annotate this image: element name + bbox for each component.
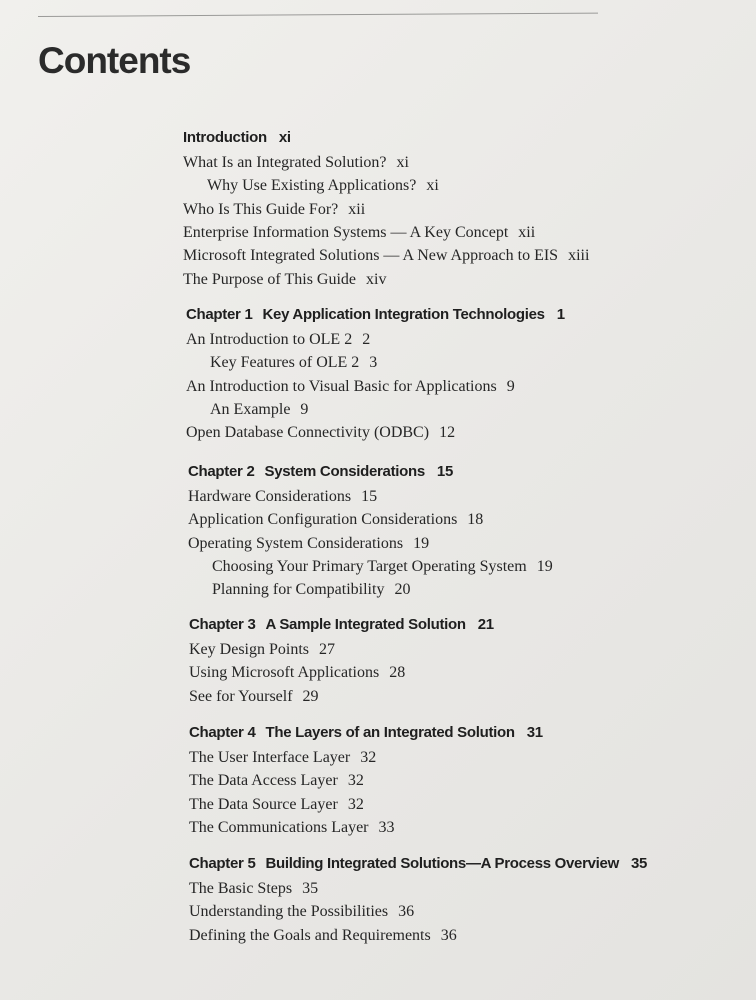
chapter-number: Chapter 5 [189, 855, 256, 872]
page-number: 29 [302, 687, 319, 705]
entry-title: Open Database Connectivity (ODBC) [186, 424, 430, 442]
toc-entry [188, 534, 429, 554]
page-number: 32 [360, 749, 377, 766]
chapter-title: Key Application Integration Technologies [262, 306, 545, 323]
page-number: xi [426, 177, 439, 195]
toc-entry [210, 353, 377, 373]
entry-title: Understanding the Possibilities [189, 903, 389, 921]
entry-title: Who Is This Guide For? [183, 200, 339, 218]
entry-title: An Introduction to Visual Basic for Applications [186, 377, 497, 395]
toc-entry [186, 330, 370, 350]
page-number: 32 [347, 795, 364, 813]
page-number: 2 [362, 331, 371, 348]
entry-title: Microsoft Integrated Solutions — A New Approach to EIS [183, 247, 559, 265]
toc-entry [189, 687, 319, 707]
page-number: 36 [440, 926, 457, 944]
page-number: 9 [506, 377, 515, 395]
page-number: 15 [436, 463, 454, 480]
page-number: 12 [439, 424, 456, 442]
toc-entry [189, 926, 457, 946]
toc-entry [207, 176, 439, 196]
toc-heading-chapter-4 [189, 723, 543, 743]
entry-title: Choosing Your Primary Target Operating System [212, 557, 527, 575]
toc-entry [212, 580, 410, 600]
entry-title: Defining the Goals and Requirements [189, 926, 431, 944]
toc-entry [189, 879, 318, 899]
page-number: 9 [300, 400, 309, 418]
toc-entry [188, 510, 483, 530]
toc-heading-chapter-2 [188, 462, 453, 482]
entry-title: Enterprise Information Systems — A Key Concept [183, 223, 509, 241]
chapter-number: Chapter 1 [186, 306, 253, 323]
chapter-number: Chapter 2 [188, 463, 255, 480]
entry-title: Key Design Points [189, 641, 309, 658]
chapter-title: A Sample Integrated Solution [265, 616, 466, 633]
chapter-title: Introduction [183, 129, 267, 146]
page-number: xiii [568, 247, 590, 265]
toc-heading-chapter-3 [189, 615, 494, 635]
entry-title: See for Yourself [189, 687, 293, 705]
page-number: 35 [630, 855, 648, 872]
chapter-title: The Layers of an Integrated Solution [265, 724, 515, 741]
page-number: 28 [389, 664, 406, 682]
page-number: xi [278, 129, 291, 146]
toc-heading-chapter-1 [186, 305, 565, 325]
toc-entry [183, 270, 386, 290]
page-number: 19 [413, 534, 430, 552]
chapter-number: Chapter 4 [189, 724, 256, 741]
page-number: 1 [556, 306, 565, 323]
entry-title: Using Microsoft Applications [189, 664, 380, 682]
entry-title: An Example [210, 400, 291, 418]
toc-entry [183, 153, 409, 173]
page-number: 32 [347, 772, 364, 790]
toc-entry [189, 640, 335, 660]
toc-entry [189, 795, 364, 815]
entry-title: The Communications Layer [189, 818, 369, 836]
page-number: xi [396, 154, 409, 171]
page-number: 20 [394, 581, 411, 599]
toc-entry [189, 902, 414, 922]
entry-title: The User Interface Layer [189, 749, 351, 766]
toc-heading-introduction [183, 128, 291, 148]
page-number: 3 [369, 354, 378, 372]
toc-entry [189, 818, 395, 838]
page-number: 36 [398, 903, 415, 921]
entry-title: Application Configuration Considerations [188, 511, 458, 529]
entry-title: The Data Source Layer [189, 795, 338, 813]
page-number: xiv [366, 270, 387, 288]
toc-entry [189, 748, 376, 768]
toc-entry [183, 246, 589, 266]
entry-title: Hardware Considerations [188, 488, 352, 505]
page-number: 33 [378, 818, 395, 836]
toc-entry [210, 400, 308, 420]
entry-title: The Data Access Layer [189, 772, 338, 790]
entry-title: Why Use Existing Applications? [207, 177, 417, 195]
page-number: 35 [302, 880, 319, 897]
toc-entry [189, 663, 405, 683]
page-number: xii [518, 223, 536, 241]
entry-title: Operating System Considerations [188, 534, 404, 552]
toc-heading-chapter-5 [189, 854, 647, 874]
entry-title: An Introduction to OLE 2 [186, 331, 353, 348]
page-number: 21 [477, 616, 494, 633]
entry-title: The Basic Steps [189, 880, 293, 897]
toc-entry [188, 487, 377, 507]
page-number: 15 [361, 488, 378, 505]
chapter-title: Building Integrated Solutions—A Process Overview [265, 855, 619, 872]
toc-entry [212, 557, 553, 577]
page-number: xii [348, 200, 366, 218]
chapter-title: System Considerations [264, 463, 425, 480]
page-number: 19 [536, 557, 553, 575]
page-number: 27 [319, 641, 335, 658]
entry-title: Planning for Compatibility [212, 581, 385, 599]
page-number: 31 [526, 724, 543, 741]
toc-entry [183, 223, 535, 243]
entry-title: What Is an Integrated Solution? [183, 154, 387, 171]
chapter-number: Chapter 3 [189, 616, 256, 633]
toc-entry [183, 200, 365, 220]
toc-entry [186, 377, 515, 397]
entry-title: The Purpose of This Guide [183, 270, 357, 288]
page-title: Contents [38, 40, 191, 81]
toc-entry [189, 771, 364, 791]
entry-title: Key Features of OLE 2 [210, 354, 360, 372]
toc-entry [186, 423, 455, 443]
page-number: 18 [467, 511, 484, 529]
